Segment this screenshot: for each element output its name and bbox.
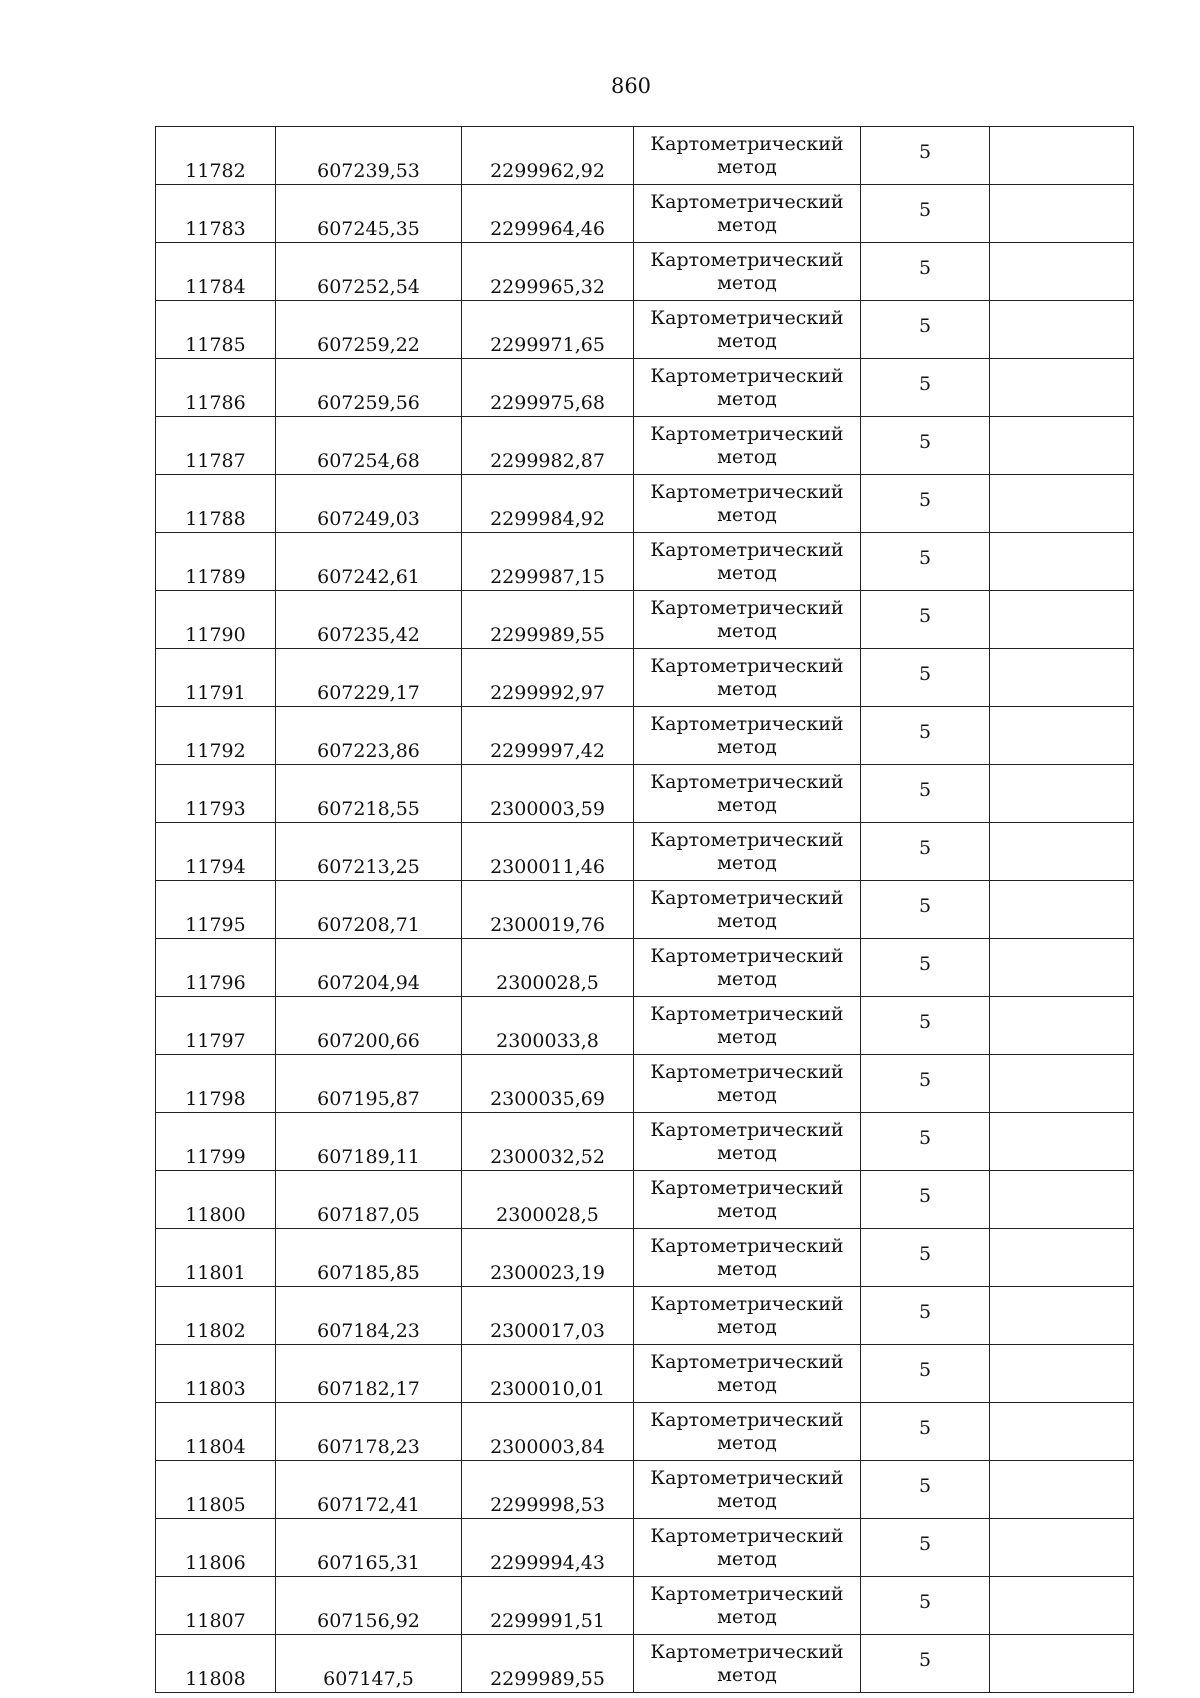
note-cell <box>990 881 1134 939</box>
method-label-line1: Картометрический <box>650 654 844 677</box>
accuracy-cell: 5 <box>861 359 990 417</box>
method-cell <box>634 301 861 359</box>
table-row <box>156 823 1134 881</box>
accuracy-cell: 5 <box>861 1171 990 1229</box>
point-number-cell: 11802 <box>156 1287 276 1345</box>
method-cell <box>634 1519 861 1577</box>
coordinates-table <box>155 126 1134 1693</box>
method-label-line1: Картометрический <box>650 828 844 851</box>
method-label-line1: Картометрический <box>650 1176 844 1199</box>
x-coordinate-cell: 607259,56 <box>276 359 462 417</box>
x-coordinate-cell: 607218,55 <box>276 765 462 823</box>
method-cell <box>634 1461 861 1519</box>
accuracy-cell: 5 <box>861 533 990 591</box>
note-cell <box>990 1287 1134 1345</box>
method-label-line2: метод <box>717 1547 777 1570</box>
point-number-cell: 11792 <box>156 707 276 765</box>
method-label-line1: Картометрический <box>650 1350 844 1373</box>
note-cell <box>990 127 1134 185</box>
table-row <box>156 1577 1134 1635</box>
note-cell <box>990 649 1134 707</box>
y-coordinate-cell: 2299984,92 <box>462 475 634 533</box>
table-row <box>156 301 1134 359</box>
accuracy-cell: 5 <box>861 185 990 243</box>
method-label-line1: Картометрический <box>650 422 844 445</box>
table-row <box>156 243 1134 301</box>
y-coordinate-cell: 2299994,43 <box>462 1519 634 1577</box>
method-label-line1: Картометрический <box>650 1466 844 1489</box>
accuracy-cell: 5 <box>861 1287 990 1345</box>
accuracy-cell: 5 <box>861 1229 990 1287</box>
x-coordinate-cell: 607156,92 <box>276 1577 462 1635</box>
point-number-cell: 11791 <box>156 649 276 707</box>
point-number-cell: 11798 <box>156 1055 276 1113</box>
point-number-cell: 11785 <box>156 301 276 359</box>
table-row <box>156 1461 1134 1519</box>
accuracy-cell: 5 <box>861 1577 990 1635</box>
table-row <box>156 1635 1134 1693</box>
note-cell <box>990 1635 1134 1693</box>
note-cell <box>990 765 1134 823</box>
method-label-line2: метод <box>717 735 777 758</box>
y-coordinate-cell: 2299964,46 <box>462 185 634 243</box>
accuracy-cell: 5 <box>861 1403 990 1461</box>
x-coordinate-cell: 607252,54 <box>276 243 462 301</box>
accuracy-cell: 5 <box>861 1113 990 1171</box>
y-coordinate-cell: 2300003,59 <box>462 765 634 823</box>
method-cell <box>634 765 861 823</box>
accuracy-cell: 5 <box>861 997 990 1055</box>
table-row <box>156 185 1134 243</box>
method-label-line2: метод <box>717 1489 777 1512</box>
method-label-line2: метод <box>717 851 777 874</box>
accuracy-cell: 5 <box>861 765 990 823</box>
note-cell <box>990 1229 1134 1287</box>
method-label-line1: Картометрический <box>650 1640 844 1663</box>
method-label-line2: метод <box>717 329 777 352</box>
y-coordinate-cell: 2299971,65 <box>462 301 634 359</box>
y-coordinate-cell: 2299962,92 <box>462 127 634 185</box>
method-label-line1: Картометрический <box>650 364 844 387</box>
method-cell <box>634 1345 861 1403</box>
method-cell <box>634 1055 861 1113</box>
accuracy-cell: 5 <box>861 475 990 533</box>
accuracy-cell: 5 <box>861 417 990 475</box>
x-coordinate-cell: 607245,35 <box>276 185 462 243</box>
note-cell <box>990 301 1134 359</box>
method-label-line2: метод <box>717 271 777 294</box>
x-coordinate-cell: 607182,17 <box>276 1345 462 1403</box>
y-coordinate-cell: 2299989,55 <box>462 1635 634 1693</box>
method-label-line1: Картометрический <box>650 1292 844 1315</box>
y-coordinate-cell: 2299992,97 <box>462 649 634 707</box>
accuracy-cell: 5 <box>861 881 990 939</box>
y-coordinate-cell: 2300035,69 <box>462 1055 634 1113</box>
note-cell <box>990 359 1134 417</box>
point-number-cell: 11793 <box>156 765 276 823</box>
method-label-line2: метод <box>717 1083 777 1106</box>
method-label-line1: Картометрический <box>650 306 844 329</box>
y-coordinate-cell: 2299989,55 <box>462 591 634 649</box>
method-label-line2: метод <box>717 445 777 468</box>
y-coordinate-cell: 2299991,51 <box>462 1577 634 1635</box>
accuracy-cell: 5 <box>861 1635 990 1693</box>
point-number-cell: 11788 <box>156 475 276 533</box>
method-cell <box>634 707 861 765</box>
table-row <box>156 881 1134 939</box>
point-number-cell: 11797 <box>156 997 276 1055</box>
accuracy-cell: 5 <box>861 939 990 997</box>
y-coordinate-cell: 2300032,52 <box>462 1113 634 1171</box>
method-cell <box>634 1229 861 1287</box>
table-row <box>156 707 1134 765</box>
note-cell <box>990 1345 1134 1403</box>
note-cell <box>990 475 1134 533</box>
method-label-line1: Картометрический <box>650 248 844 271</box>
method-label-line1: Картометрический <box>650 596 844 619</box>
note-cell <box>990 185 1134 243</box>
note-cell <box>990 997 1134 1055</box>
accuracy-cell: 5 <box>861 1345 990 1403</box>
point-number-cell: 11786 <box>156 359 276 417</box>
table-row <box>156 997 1134 1055</box>
x-coordinate-cell: 607178,23 <box>276 1403 462 1461</box>
method-label-line1: Картометрический <box>650 944 844 967</box>
x-coordinate-cell: 607208,71 <box>276 881 462 939</box>
note-cell <box>990 1519 1134 1577</box>
x-coordinate-cell: 607239,53 <box>276 127 462 185</box>
y-coordinate-cell: 2300003,84 <box>462 1403 634 1461</box>
note-cell <box>990 939 1134 997</box>
table-row <box>156 1113 1134 1171</box>
method-label-line2: метод <box>717 155 777 178</box>
accuracy-cell: 5 <box>861 823 990 881</box>
y-coordinate-cell: 2300028,5 <box>462 1171 634 1229</box>
point-number-cell: 11787 <box>156 417 276 475</box>
table-row <box>156 127 1134 185</box>
method-label-line2: метод <box>717 1605 777 1628</box>
table-row <box>156 1345 1134 1403</box>
method-label-line2: метод <box>717 1199 777 1222</box>
point-number-cell: 11805 <box>156 1461 276 1519</box>
x-coordinate-cell: 607172,41 <box>276 1461 462 1519</box>
point-number-cell: 11796 <box>156 939 276 997</box>
accuracy-cell: 5 <box>861 1055 990 1113</box>
y-coordinate-cell: 2299975,68 <box>462 359 634 417</box>
point-number-cell: 11799 <box>156 1113 276 1171</box>
method-cell <box>634 1403 861 1461</box>
x-coordinate-cell: 607254,68 <box>276 417 462 475</box>
accuracy-cell: 5 <box>861 1519 990 1577</box>
point-number-cell: 11783 <box>156 185 276 243</box>
method-cell <box>634 649 861 707</box>
method-label-line2: метод <box>717 1431 777 1454</box>
table-row <box>156 1519 1134 1577</box>
note-cell <box>990 1055 1134 1113</box>
table-row <box>156 591 1134 649</box>
point-number-cell: 11800 <box>156 1171 276 1229</box>
method-cell <box>634 1171 861 1229</box>
method-label-line2: метод <box>717 561 777 584</box>
note-cell <box>990 1577 1134 1635</box>
method-cell <box>634 881 861 939</box>
method-label-line1: Картометрический <box>650 886 844 909</box>
method-cell <box>634 939 861 997</box>
method-cell <box>634 185 861 243</box>
note-cell <box>990 533 1134 591</box>
point-number-cell: 11804 <box>156 1403 276 1461</box>
x-coordinate-cell: 607189,11 <box>276 1113 462 1171</box>
note-cell <box>990 1461 1134 1519</box>
accuracy-cell: 5 <box>861 649 990 707</box>
method-label-line2: метод <box>717 1315 777 1338</box>
method-cell <box>634 1113 861 1171</box>
accuracy-cell: 5 <box>861 301 990 359</box>
y-coordinate-cell: 2299965,32 <box>462 243 634 301</box>
method-label-line1: Картометрический <box>650 712 844 735</box>
method-label-line2: метод <box>717 909 777 932</box>
table-row <box>156 649 1134 707</box>
method-cell <box>634 243 861 301</box>
x-coordinate-cell: 607187,05 <box>276 1171 462 1229</box>
method-label-line1: Картометрический <box>650 538 844 561</box>
accuracy-cell: 5 <box>861 591 990 649</box>
method-label-line2: метод <box>717 387 777 410</box>
accuracy-cell: 5 <box>861 127 990 185</box>
method-label-line2: метод <box>717 1663 777 1686</box>
method-label-line2: метод <box>717 1025 777 1048</box>
x-coordinate-cell: 607147,5 <box>276 1635 462 1693</box>
method-label-line1: Картометрический <box>650 1408 844 1431</box>
method-label-line1: Картометрический <box>650 480 844 503</box>
method-cell <box>634 359 861 417</box>
method-cell <box>634 1635 861 1693</box>
method-label-line2: метод <box>717 213 777 236</box>
y-coordinate-cell: 2299987,15 <box>462 533 634 591</box>
x-coordinate-cell: 607165,31 <box>276 1519 462 1577</box>
point-number-cell: 11801 <box>156 1229 276 1287</box>
table-row <box>156 1055 1134 1113</box>
note-cell <box>990 1403 1134 1461</box>
table-row <box>156 765 1134 823</box>
table-row <box>156 1287 1134 1345</box>
method-cell <box>634 1577 861 1635</box>
x-coordinate-cell: 607235,42 <box>276 591 462 649</box>
y-coordinate-cell: 2300033,8 <box>462 997 634 1055</box>
table-row <box>156 1403 1134 1461</box>
method-label-line2: метод <box>717 677 777 700</box>
x-coordinate-cell: 607229,17 <box>276 649 462 707</box>
table-row <box>156 417 1134 475</box>
table-row <box>156 359 1134 417</box>
y-coordinate-cell: 2299997,42 <box>462 707 634 765</box>
point-number-cell: 11790 <box>156 591 276 649</box>
method-label-line2: метод <box>717 619 777 642</box>
note-cell <box>990 417 1134 475</box>
x-coordinate-cell: 607184,23 <box>276 1287 462 1345</box>
method-label-line2: метод <box>717 1257 777 1280</box>
table-row <box>156 1229 1134 1287</box>
method-label-line2: метод <box>717 1141 777 1164</box>
y-coordinate-cell: 2300023,19 <box>462 1229 634 1287</box>
y-coordinate-cell: 2299998,53 <box>462 1461 634 1519</box>
x-coordinate-cell: 607249,03 <box>276 475 462 533</box>
y-coordinate-cell: 2300017,03 <box>462 1287 634 1345</box>
accuracy-cell: 5 <box>861 707 990 765</box>
point-number-cell: 11803 <box>156 1345 276 1403</box>
point-number-cell: 11795 <box>156 881 276 939</box>
point-number-cell: 11807 <box>156 1577 276 1635</box>
table-body <box>156 127 1134 1693</box>
note-cell <box>990 591 1134 649</box>
x-coordinate-cell: 607200,66 <box>276 997 462 1055</box>
x-coordinate-cell: 607185,85 <box>276 1229 462 1287</box>
method-label-line1: Картометрический <box>650 1582 844 1605</box>
method-cell <box>634 417 861 475</box>
method-label-line1: Картометрический <box>650 1118 844 1141</box>
x-coordinate-cell: 607195,87 <box>276 1055 462 1113</box>
note-cell <box>990 823 1134 881</box>
method-label-line1: Картометрический <box>650 132 844 155</box>
method-label-line1: Картометрический <box>650 190 844 213</box>
table-row <box>156 1171 1134 1229</box>
note-cell <box>990 243 1134 301</box>
table-row <box>156 475 1134 533</box>
method-label-line2: метод <box>717 503 777 526</box>
method-cell <box>634 997 861 1055</box>
table-row <box>156 939 1134 997</box>
y-coordinate-cell: 2300028,5 <box>462 939 634 997</box>
x-coordinate-cell: 607213,25 <box>276 823 462 881</box>
method-cell <box>634 1287 861 1345</box>
note-cell <box>990 707 1134 765</box>
accuracy-cell: 5 <box>861 243 990 301</box>
point-number-cell: 11784 <box>156 243 276 301</box>
y-coordinate-cell: 2300011,46 <box>462 823 634 881</box>
page-number: 860 <box>610 74 652 98</box>
point-number-cell: 11794 <box>156 823 276 881</box>
note-cell <box>990 1171 1134 1229</box>
method-cell <box>634 591 861 649</box>
y-coordinate-cell: 2300019,76 <box>462 881 634 939</box>
method-label-line1: Картометрический <box>650 1234 844 1257</box>
method-label-line2: метод <box>717 793 777 816</box>
method-cell <box>634 823 861 881</box>
x-coordinate-cell: 607223,86 <box>276 707 462 765</box>
method-label-line1: Картометрический <box>650 1002 844 1025</box>
y-coordinate-cell: 2300010,01 <box>462 1345 634 1403</box>
method-label-line1: Картометрический <box>650 1524 844 1547</box>
method-cell <box>634 475 861 533</box>
y-coordinate-cell: 2299982,87 <box>462 417 634 475</box>
x-coordinate-cell: 607204,94 <box>276 939 462 997</box>
point-number-cell: 11789 <box>156 533 276 591</box>
point-number-cell: 11782 <box>156 127 276 185</box>
method-cell <box>634 127 861 185</box>
method-label-line2: метод <box>717 1373 777 1396</box>
x-coordinate-cell: 607242,61 <box>276 533 462 591</box>
method-label-line1: Картометрический <box>650 770 844 793</box>
x-coordinate-cell: 607259,22 <box>276 301 462 359</box>
table-row <box>156 533 1134 591</box>
note-cell <box>990 1113 1134 1171</box>
accuracy-cell: 5 <box>861 1461 990 1519</box>
method-label-line1: Картометрический <box>650 1060 844 1083</box>
point-number-cell: 11806 <box>156 1519 276 1577</box>
method-label-line2: метод <box>717 967 777 990</box>
method-cell <box>634 533 861 591</box>
point-number-cell: 11808 <box>156 1635 276 1693</box>
